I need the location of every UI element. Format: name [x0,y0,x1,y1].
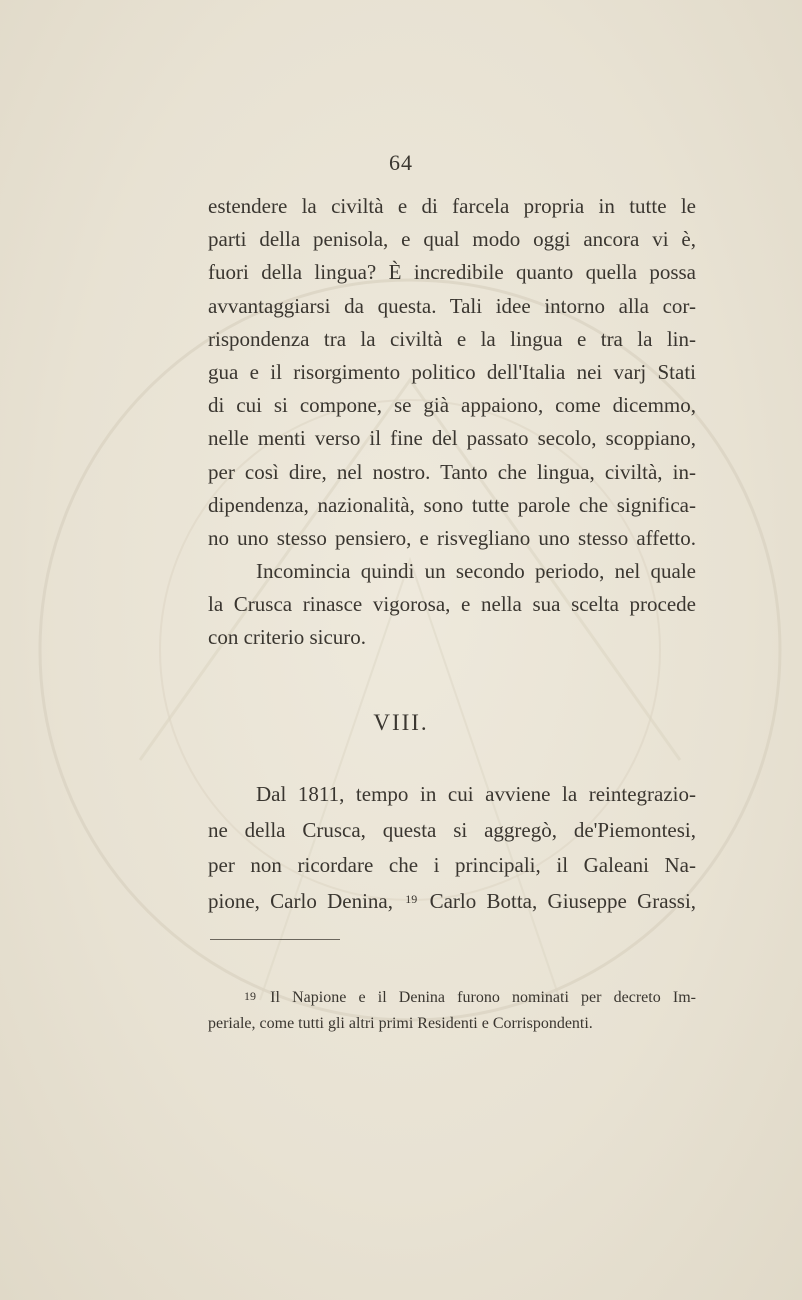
text-line: fuori della lingua? È incredibile quanto quella possa [208,260,696,285]
section-heading: VIII. [373,710,429,735]
footnote-line [208,985,696,1011]
text-line: parti della penisola, e qual modo oggi ancora vi è, [208,227,696,252]
text-line: per così dire, nel nostro. Tanto che lingua, civiltà, in- [208,459,696,484]
text-line: per non ricordare che i principali, il Galeani Na- [208,853,696,877]
footnote-divider [210,939,340,940]
text-line: la Crusca rinasce vigorosa, e nella sua scelta procede [208,592,696,617]
text-line: gua e il risorgimento politico dell'Italia nei varj Stati [208,359,696,384]
footnote-marker: 19 [244,989,256,1003]
text-fragment: pione, Carlo Denina, [208,888,394,913]
text-line: di cui si compone, se già appaiono, come dicemmo, [208,393,696,418]
text-line-with-reference [208,884,696,920]
text-line: no uno stesso pensiero, e risvegliano uno stesso affetto. [208,525,696,550]
text-line: avvantaggiarsi da questa. Tali idee intorno alla cor- [208,293,696,318]
footnote-block [208,985,696,1037]
footnote-reference: 19 [405,891,418,906]
main-text-block [208,190,696,655]
text-line: estendere la civiltà e di farcela propria in tutte le [208,194,696,218]
text-line: ne della Crusca, questa si aggregò, de'Piemontesi, [208,817,696,842]
section-text-block [208,777,696,919]
text-fragment: Carlo Botta, Giuseppe Grassi, [429,888,697,913]
text-line: dipendenza, nazionalità, sono tutte parole che significa- [208,492,696,517]
footnote-text: Il Napione e il Denina furono nominati per decreto Im- [270,989,696,1006]
text-line: rispondenza tra la civiltà e la lingua e tra la lin- [208,326,696,351]
footnote-line: periale, come tutti gli altri primi Residenti e Corrispondenti. [208,1015,593,1032]
text-line: Incomincia quindi un secondo periodo, nel quale [256,559,696,584]
text-line: con criterio sicuro. [208,625,367,650]
text-line: Dal 1811, tempo in cui avviene la reintegrazio- [256,782,696,806]
page-number: 64 [389,150,413,175]
text-line: nelle menti verso il fine del passato secolo, scoppiano, [208,426,696,451]
